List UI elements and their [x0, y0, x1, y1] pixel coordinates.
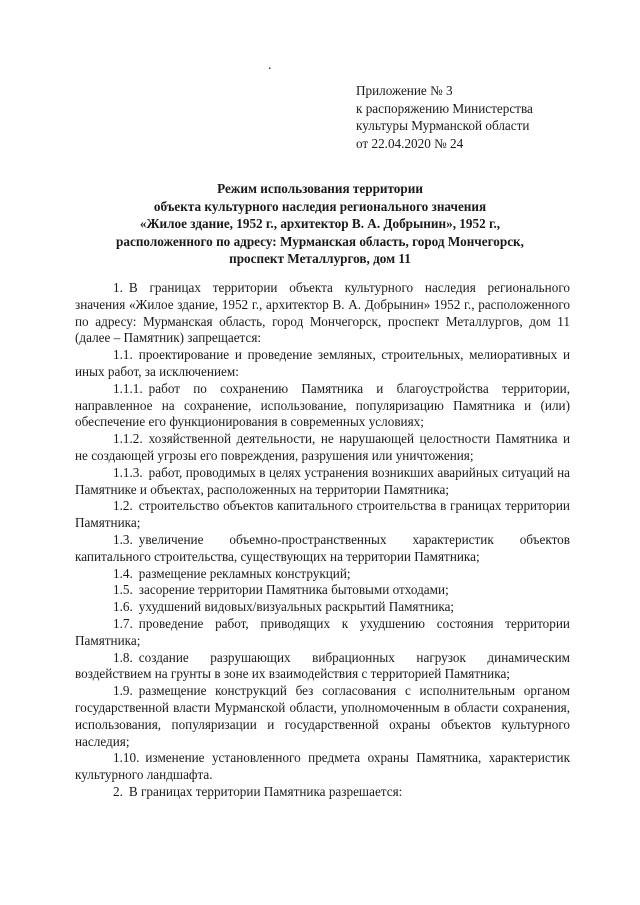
document-body: [75, 280, 570, 801]
item-text: размещение конструкций без согласования с исполнительным органом государственной власти Мурманской области, уполномоченным в области сохранения, использования, популяризации и государственной охраны объектов культурного наследия;: [75, 683, 570, 749]
appendix-line: к распоряжению Министерства: [356, 100, 533, 116]
item-text: ухудшений видовых/визуальных раскрытий Памятника;: [138, 599, 455, 615]
list-item: [75, 280, 570, 347]
item-number: 1.10.: [113, 750, 140, 766]
list-item: [75, 616, 570, 650]
appendix-line: Приложение № 3: [356, 83, 453, 98]
item-number: 1.1.3.: [113, 464, 143, 480]
list-item: [75, 582, 570, 599]
item-text: В границах территории объекта культурного наследия регионального значения «Жилое здание, 1952 г., архитектор В. А. Добрынин» 1952 г., расположенного по адресу: Мурманская область, город Мончегорск, проспект Металлургов, дом 11 (далее – Памятник) запрещается:: [75, 280, 570, 346]
item-number: 1.5.: [113, 582, 133, 598]
item-number: 1.1.2.: [113, 431, 143, 447]
item-text: проектирование и проведение земляных, строительных, мелиоративных и иных работ, за исключением:: [75, 347, 570, 379]
item-text: строительство объектов капитального строительства в границах территории Памятника;: [75, 498, 570, 531]
appendix-block: [356, 82, 533, 152]
item-text: работ по сохранению Памятника и благоустройства территории, направленное на сохранение, использование, популяризацию Памятника и (или) обеспечение его функционирования в современных условиях;: [75, 380, 570, 430]
item-number: 1.1.: [113, 347, 133, 363]
list-item: [75, 566, 570, 583]
list-item: [75, 381, 570, 431]
list-item: [75, 431, 570, 465]
list-item: [75, 347, 570, 381]
item-text: создание разрушающих вибрационных нагрузок динамическим воздействием на грунты в зоне их взаимодействия с территорией Памятника;: [75, 649, 570, 682]
item-number: 1.6.: [113, 599, 133, 615]
document-title: [80, 180, 560, 268]
title-line: расположенного по адресу: Мурманская область, город Мончегорск,: [116, 233, 524, 249]
title-line: проспект Металлургов, дом 11: [229, 251, 411, 266]
item-text: размещение рекламных конструкций;: [138, 565, 351, 581]
item-text: изменение установленного предмета охраны Памятника, характеристик культурного ландшафта.: [75, 750, 570, 783]
title-line: Режим использования территории: [217, 181, 423, 196]
list-item: [75, 784, 570, 801]
appendix-line: от 22.04.2020 № 24: [356, 135, 464, 151]
item-number: 2.: [113, 783, 123, 799]
list-item: [75, 683, 570, 750]
list-item: [75, 650, 570, 684]
list-item: [75, 599, 570, 616]
title-line: объекта культурного наследия регионального значения: [153, 198, 487, 214]
item-text: увеличение объемно-пространственных характеристик объектов капитального строительства, существующих на территории Памятника;: [75, 531, 570, 564]
item-number: 1.9.: [113, 683, 133, 699]
item-number: 1.2.: [113, 498, 133, 514]
item-text: засорение территории Памятника бытовыми отходами;: [138, 582, 449, 598]
item-number: 1.: [113, 280, 123, 295]
page-dot-mark: .: [268, 58, 272, 73]
item-number: 1.1.1.: [113, 380, 143, 396]
item-text: хозяйственной деятельности, не нарушающей целостности Памятника и не создающей угрозы его повреждения, разрушения или уничтожения;: [75, 431, 570, 463]
list-item: [75, 465, 570, 499]
list-item: [75, 532, 570, 566]
item-number: 1.3.: [113, 531, 133, 547]
title-line: «Жилое здание, 1952 г., архитектор В. А. Добрынин», 1952 г.,: [139, 216, 501, 231]
item-number: 1.7.: [113, 615, 133, 631]
item-text: проведение работ, приводящих к ухудшению состояния территории Памятника;: [75, 615, 570, 648]
item-number: 1.4.: [113, 565, 133, 581]
list-item: [75, 498, 570, 532]
item-number: 1.8.: [113, 649, 133, 665]
list-item: [75, 750, 570, 784]
appendix-line: культуры Мурманской области: [356, 118, 530, 133]
item-text: В границах территории Памятника разрешается:: [128, 783, 403, 799]
item-text: работ, проводимых в целях устранения возникших аварийных ситуаций на Памятнике и объектах, расположенных на территории Памятника;: [75, 464, 570, 497]
